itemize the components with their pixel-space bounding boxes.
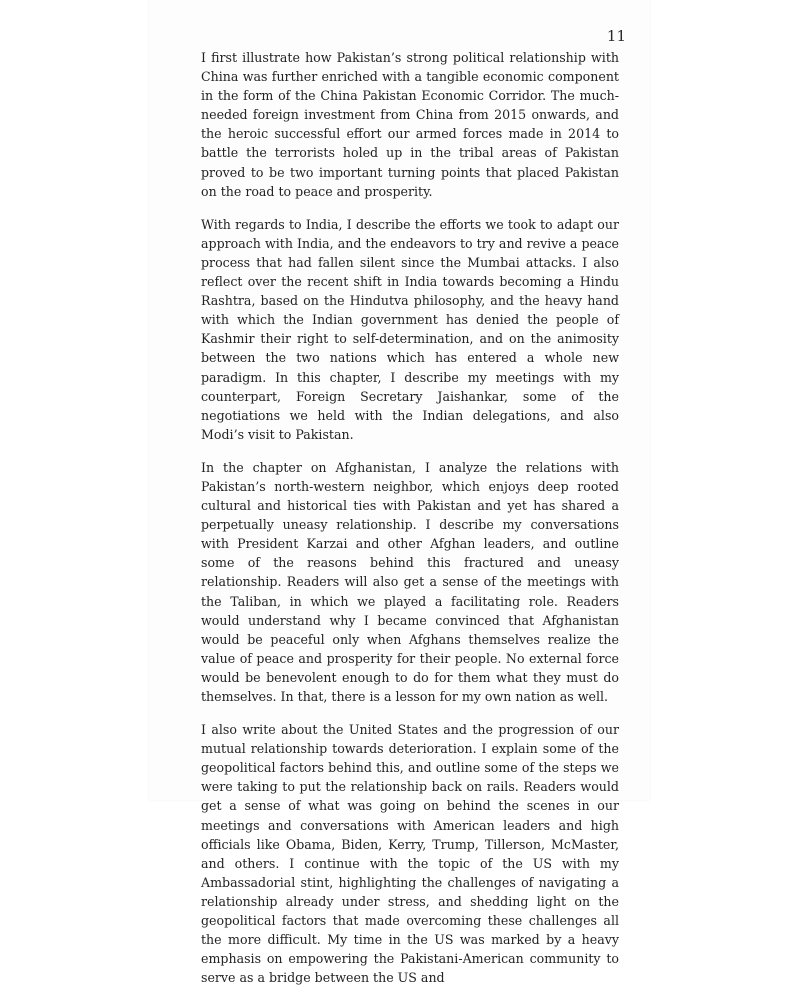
paragraph-afghanistan: In the chapter on Afghanistan, I analyze the relations with Pakistan’s north-western neighbor, which enjoys deep rooted cultural and historical ties with Pakistan and yet has shared a perpetually uneasy relationship. I describe my conversations with President Karzai and other Afghan leaders, and outline some of the reasons behind this fractured and uneasy relationship. Readers will also get a sense of the meetings with the Taliban, in which we played a facilitating role. Readers would understand why I became convinced that Afghanistan would be peaceful only when Afghans themselves realize the value of peace and prosperity for their people. No external force would be benevolent enough to do for them what they must do themselves. In that, there is a lesson for my own nation as well. — [201, 459, 619, 704]
paragraph-india: With regards to India, I describe the efforts we took to adapt our approach with India, and the endeavors to try and revive a peace process that had fallen silent since the Mumbai attacks. I also reflect over the recent shift in India towards becoming a Hindu Rashtra, based on the Hindutva philosophy, and the heavy hand with which the Indian government has denied the people of Kashmir their right to self-determination, and on the animosity between the two nations which has entered a whole new paradigm. In this chapter, I describe my meetings with my counterpart, Foreign Secretary Jaishankar, some of the negotiations we held with the Indian delegations, and also Modi’s visit to Pakistan. — [201, 216, 619, 442]
body-text — [201, 48, 619, 1001]
page-number: 11 — [606, 27, 626, 45]
paragraph-china: I first illustrate how Pakistan’s strong political relationship with China was further enriched with a tangible economic component in the form of the China Pakistan Economic Corridor. The much-needed foreign investment from China from 2015 onwards, and the heroic successful effort our armed forces made in 2014 to battle the terrorists holed up in the tribal areas of Pakistan proved to be two important turning points that placed Pakistan on the road to peace and prosperity. — [201, 50, 619, 199]
paragraph-united-states: I also write about the United States and the progression of our mutual relationship towards deterioration. I explain some of the geopolitical factors behind this, and outline some of the steps we were taking to put the relationship back on rails. Readers would get a sense of what was going on behind the scenes in our meetings and conversations with American leaders and high officials like Obama, Biden, Kerry, Trump, Tillerson, McMaster, and others. I continue with the topic of the US with my Ambassadorial stint, highlighting the challenges of navigating a relationship already under stress, and shedding light on the geopolitical factors that made overcoming these challenges all the more difficult. My time in the US was marked by a heavy emphasis on empowering the Pakistani-American community to serve as a bridge between the US and — [201, 722, 619, 986]
book-page — [149, 0, 650, 986]
